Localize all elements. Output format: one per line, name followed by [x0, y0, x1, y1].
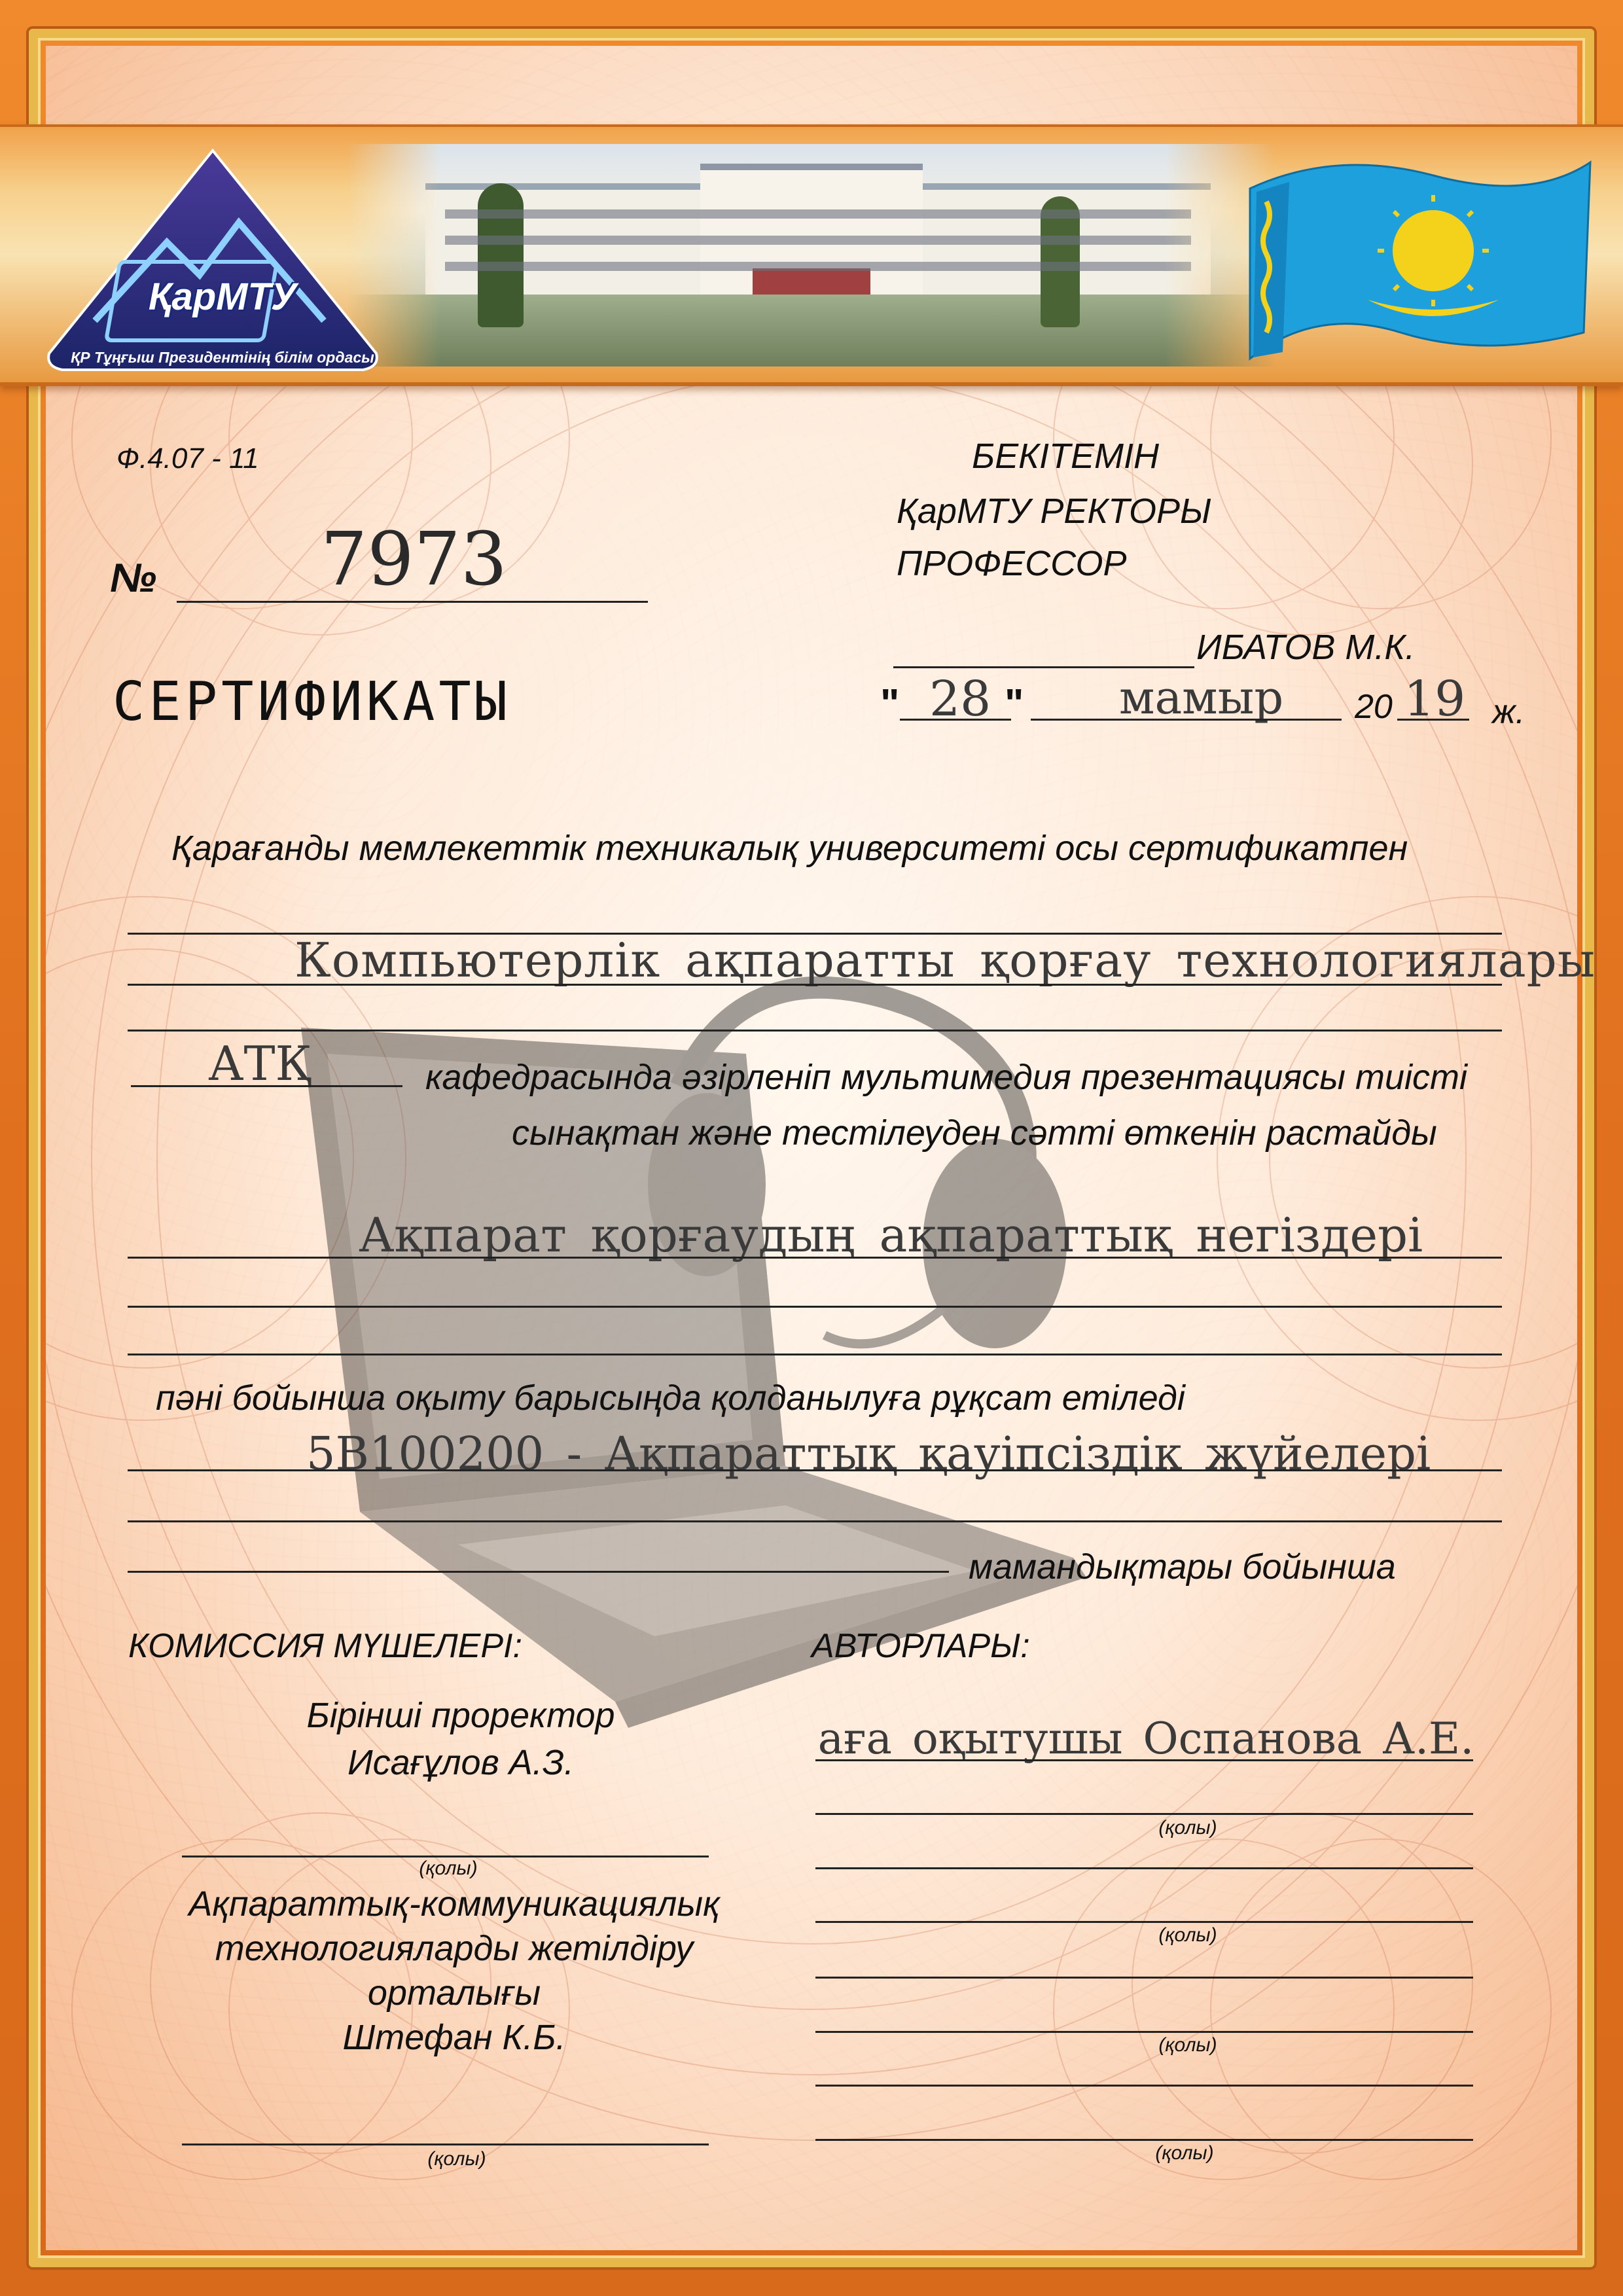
member2-role-line3: орталығы [367, 1973, 541, 2013]
form-line [128, 1257, 1502, 1259]
authors-heading: АВТОРЛАРЫ: [812, 1627, 1030, 1665]
rector-name: ИБАТОВ М.К. [1196, 628, 1416, 667]
form-line [128, 1469, 1502, 1471]
author4-signature-line [815, 2139, 1473, 2141]
member2-role-line2: технологияларды жетілдіру [215, 1929, 694, 1968]
form-line [128, 1354, 1502, 1355]
signature-label: (қолы) [427, 2148, 486, 2170]
member1-role: Бірінші проректор [306, 1696, 615, 1735]
month-underline [1031, 719, 1342, 721]
date-year-prefix: 20 [1355, 688, 1393, 726]
signature-label: (қолы) [419, 1857, 478, 1879]
author2-name-line [815, 1867, 1473, 1869]
date-close-quote: " [1005, 681, 1024, 726]
signature-label: (қолы) [1158, 2034, 1217, 2056]
logo-motto: ҚР Тұңғыш Президентінің білім ордасы [71, 349, 374, 366]
member2-signature-line [182, 2144, 709, 2145]
department-text: кафедрасында әзірленіп мультимедия презентациясы тиісті [425, 1058, 1467, 1097]
intro-text: Қарағанды мемлекеттік техникалық университеті осы сертификатпен [171, 829, 1408, 868]
department-text-2: сынақтан және тестілеуден сәтті өткенін растайды [512, 1113, 1437, 1153]
specialty-text: мамандықтары бойынша [969, 1547, 1396, 1587]
date-month: мамыр [1119, 671, 1284, 725]
date-day: 28 [929, 671, 991, 727]
member1-name: Исағұлов А.З. [348, 1743, 574, 1782]
certificate-number: 7973 [321, 517, 508, 602]
form-line [128, 1520, 1502, 1522]
number-underline [177, 601, 648, 603]
form-code: Ф.4.07 - 11 [116, 442, 259, 475]
form-line [128, 1030, 1502, 1031]
member2-name: Штефан К.Б. [342, 2018, 566, 2057]
signature-label: (қолы) [1158, 1817, 1217, 1839]
author2-signature-line [815, 1921, 1473, 1923]
approval-title: БЕКІТЕМІН [972, 437, 1159, 476]
certificate-title: СЕРТИФИКАТЫ [113, 671, 512, 733]
department-name: АТҚ [208, 1036, 312, 1091]
karmtu-logo [36, 144, 389, 380]
approval-rector: ҚарМТУ РЕКТОРЫ [897, 492, 1211, 531]
signature-label: (қолы) [1155, 2142, 1214, 2164]
signature-label: (қолы) [1158, 1924, 1217, 1946]
number-sign: № [110, 556, 157, 601]
approval-professor: ПРОФЕССОР [897, 544, 1127, 583]
commission-heading: КОМИССИЯ МҮШЕЛЕРІ: [128, 1627, 522, 1665]
author1-name-underline [815, 1759, 1473, 1761]
date-year-suffix: ж. [1492, 693, 1525, 731]
course-name: Компьютерлік ақпаратты қорғау технологиялары [294, 933, 1596, 988]
author4-name-line [815, 2085, 1473, 2087]
specialty-name: 5В100200 - Ақпараттық қауіпсіздік жүйелері [306, 1427, 1431, 1480]
day-underline [900, 719, 1011, 721]
logo-name: ҚарМТУ [148, 276, 297, 318]
member2-role-line1: Ақпараттық-коммуникациялық [188, 1884, 720, 1924]
date-open-quote: " [880, 681, 900, 726]
form-line [128, 1571, 949, 1573]
author3-name-line [815, 1977, 1473, 1979]
form-line [128, 1306, 1502, 1308]
year-underline [1397, 719, 1469, 721]
usage-text: пәні бойынша оқыту барысыңда қолданылуға рұқсат етіледі [156, 1378, 1185, 1418]
university-building-photo [347, 144, 1276, 367]
date-year: 19 [1404, 671, 1466, 727]
subject-name: Ақпарат қорғаудың ақпараттық негіздері [359, 1208, 1423, 1263]
author3-signature-line [815, 2031, 1473, 2033]
form-line [128, 984, 1502, 986]
author1-name: аға оқытушы Оспанова А.Е. [817, 1713, 1474, 1764]
department-underline [131, 1085, 402, 1087]
kazakhstan-flag [1237, 136, 1603, 378]
rector-signature-line [893, 666, 1194, 668]
author1-signature-line [815, 1813, 1473, 1815]
